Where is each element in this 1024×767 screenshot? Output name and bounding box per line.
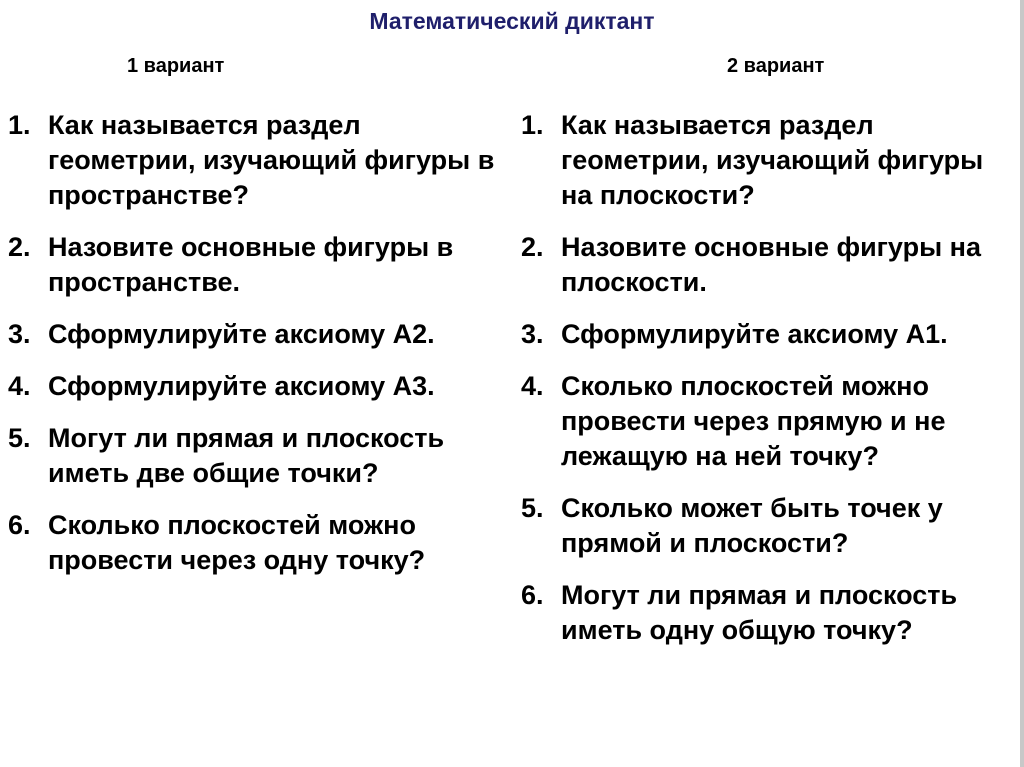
question-text: Назовите основные фигуры на плоскости. xyxy=(561,232,981,297)
question-text: Как называется раздел геометрии, изучающий фигуры на плоскости? xyxy=(561,110,984,210)
question-text: Как называется раздел геометрии, изучающий фигуры в пространстве? xyxy=(48,110,495,210)
question-number: 6. xyxy=(8,510,31,540)
question-number: 3. xyxy=(521,319,544,349)
question-text: Сформулируйте аксиому А2. xyxy=(48,319,435,349)
question-text: Сформулируйте аксиому А1. xyxy=(561,319,948,349)
question-text: Сколько плоскостей можно провести через прямую и не лежащую на ней точку? xyxy=(561,371,946,471)
question-number: 2. xyxy=(8,232,31,262)
question-text: Могут ли прямая и плоскость иметь одну общую точку? xyxy=(561,580,958,645)
list-item xyxy=(8,421,508,491)
list-item xyxy=(521,578,1021,648)
list-item xyxy=(8,508,508,578)
list-item xyxy=(521,369,1021,474)
list-item xyxy=(8,108,508,213)
question-number: 4. xyxy=(8,371,31,401)
variant-2-question-list xyxy=(521,108,1021,665)
question-text: Могут ли прямая и плоскость иметь две общие точки? xyxy=(48,423,445,488)
question-text: Сколько может быть точек у прямой и плоскости? xyxy=(561,493,943,558)
list-item xyxy=(521,491,1021,561)
page-title: Математический диктант xyxy=(369,8,655,34)
list-item xyxy=(8,369,508,404)
question-number: 5. xyxy=(8,423,31,453)
list-item xyxy=(521,317,1021,352)
question-text: Назовите основные фигуры в пространстве. xyxy=(48,232,454,297)
variant-1-question-list xyxy=(8,108,508,595)
question-number: 4. xyxy=(521,371,544,401)
list-item xyxy=(8,317,508,352)
list-item xyxy=(8,230,508,300)
question-number: 6. xyxy=(521,580,544,610)
question-number: 2. xyxy=(521,232,544,262)
list-item xyxy=(521,108,1021,213)
question-number: 1. xyxy=(521,110,544,140)
question-number: 5. xyxy=(521,493,544,523)
list-item xyxy=(521,230,1021,300)
variant-1-heading: 1 вариант xyxy=(127,55,225,77)
question-number: 1. xyxy=(8,110,31,140)
question-text: Сколько плоскостей можно провести через одну точку? xyxy=(48,510,426,575)
question-number: 3. xyxy=(8,319,31,349)
question-text: Сформулируйте аксиому А3. xyxy=(48,371,435,401)
variant-2-heading: 2 вариант xyxy=(727,55,825,77)
